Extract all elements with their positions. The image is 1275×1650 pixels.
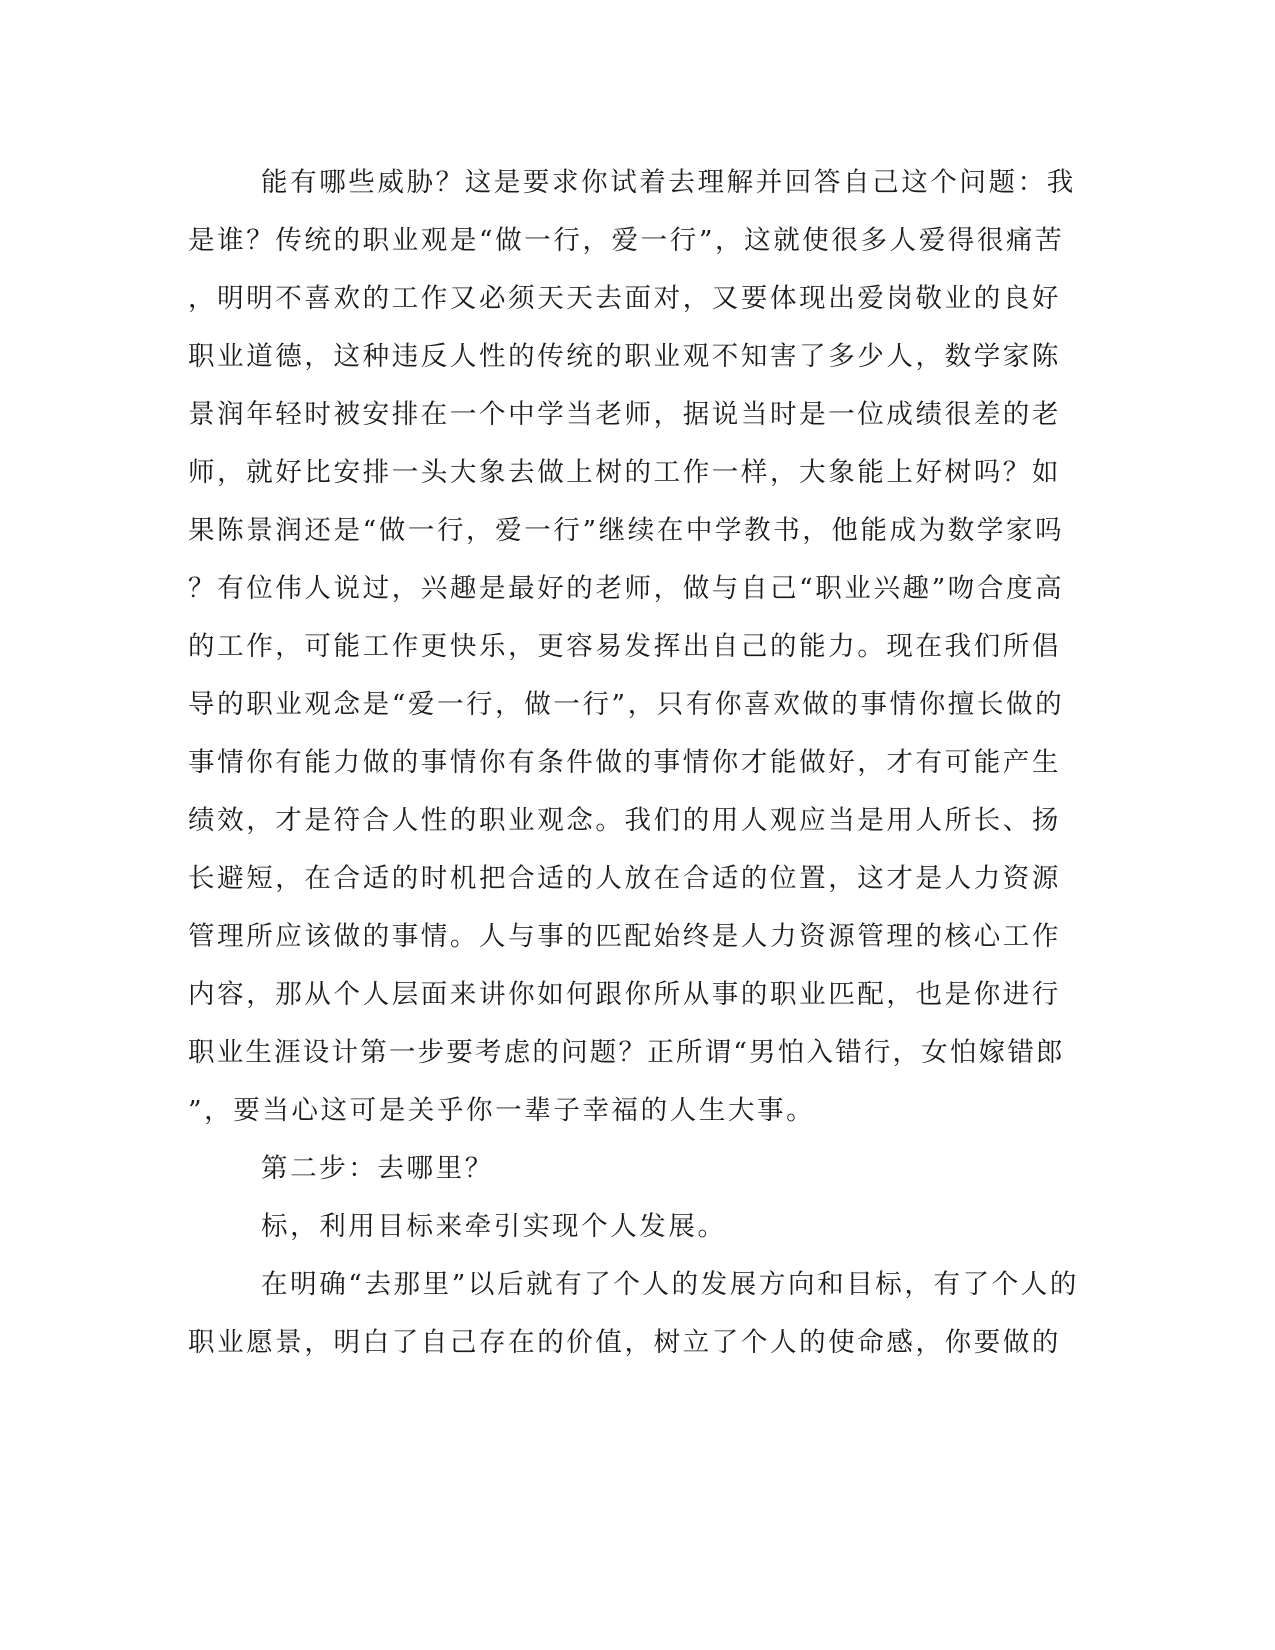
body-text-line: 事情你有能力做的事情你有条件做的事情你才能做好，才有可能产生 bbox=[188, 747, 1061, 778]
body-text-line: 是谁？传统的职业观是“做一行，爱一行”，这就使很多人爱得很痛苦 bbox=[188, 225, 1065, 256]
body-text-line: 的工作，可能工作更快乐，更容易发挥出自己的能力。现在我们所倡 bbox=[188, 631, 1061, 662]
section-heading: 第二步：去哪里？ bbox=[261, 1153, 494, 1184]
body-text-line: ，明明不喜欢的工作又必须天天去面对，又要体现出爱岗敬业的良好 bbox=[188, 283, 1061, 314]
body-text-line: 果陈景润还是“做一行，爱一行”继续在中学教书，他能成为数学家吗 bbox=[188, 515, 1065, 546]
body-text-line: 职业愿景，明白了自己存在的价值，树立了个人的使命感，你要做的 bbox=[188, 1327, 1061, 1358]
body-text-line: 职业生涯设计第一步要考虑的问题？正所谓“男怕入错行，女怕嫁错郎 bbox=[188, 1037, 1065, 1068]
body-text-line: ”，要当心这可是关乎你一辈子幸福的人生大事。 bbox=[188, 1095, 816, 1126]
body-text-line: 能有哪些威胁？这是要求你试着去理解并回答自己这个问题：我 bbox=[261, 167, 1076, 198]
body-text-line: 在明确“去那里”以后就有了个人的发展方向和目标，有了个人的 bbox=[261, 1269, 1079, 1300]
body-text-line: 标，利用目标来牵引实现个人发展。 bbox=[261, 1211, 727, 1242]
body-text-line: 管理所应该做的事情。人与事的匹配始终是人力资源管理的核心工作 bbox=[188, 921, 1061, 952]
body-text-line: 景润年轻时被安排在一个中学当老师，据说当时是一位成绩很差的老 bbox=[188, 399, 1061, 430]
body-text-line: 绩效，才是符合人性的职业观念。我们的用人观应当是用人所长、扬 bbox=[188, 805, 1061, 836]
body-text-line: ？有位伟人说过，兴趣是最好的老师，做与自己“职业兴趣”吻合度高 bbox=[188, 573, 1065, 604]
body-text-line: 职业道德，这种违反人性的传统的职业观不知害了多少人，数学家陈 bbox=[188, 341, 1061, 372]
body-text-line: 导的职业观念是“爱一行，做一行”，只有你喜欢做的事情你擅长做的 bbox=[188, 689, 1065, 720]
body-text-line: 师，就好比安排一头大象去做上树的工作一样，大象能上好树吗？如 bbox=[188, 457, 1061, 488]
body-text-line: 长避短，在合适的时机把合适的人放在合适的位置，这才是人力资源 bbox=[188, 863, 1061, 894]
body-text-line: 内容，那从个人层面来讲你如何跟你所从事的职业匹配，也是你进行 bbox=[188, 979, 1061, 1010]
